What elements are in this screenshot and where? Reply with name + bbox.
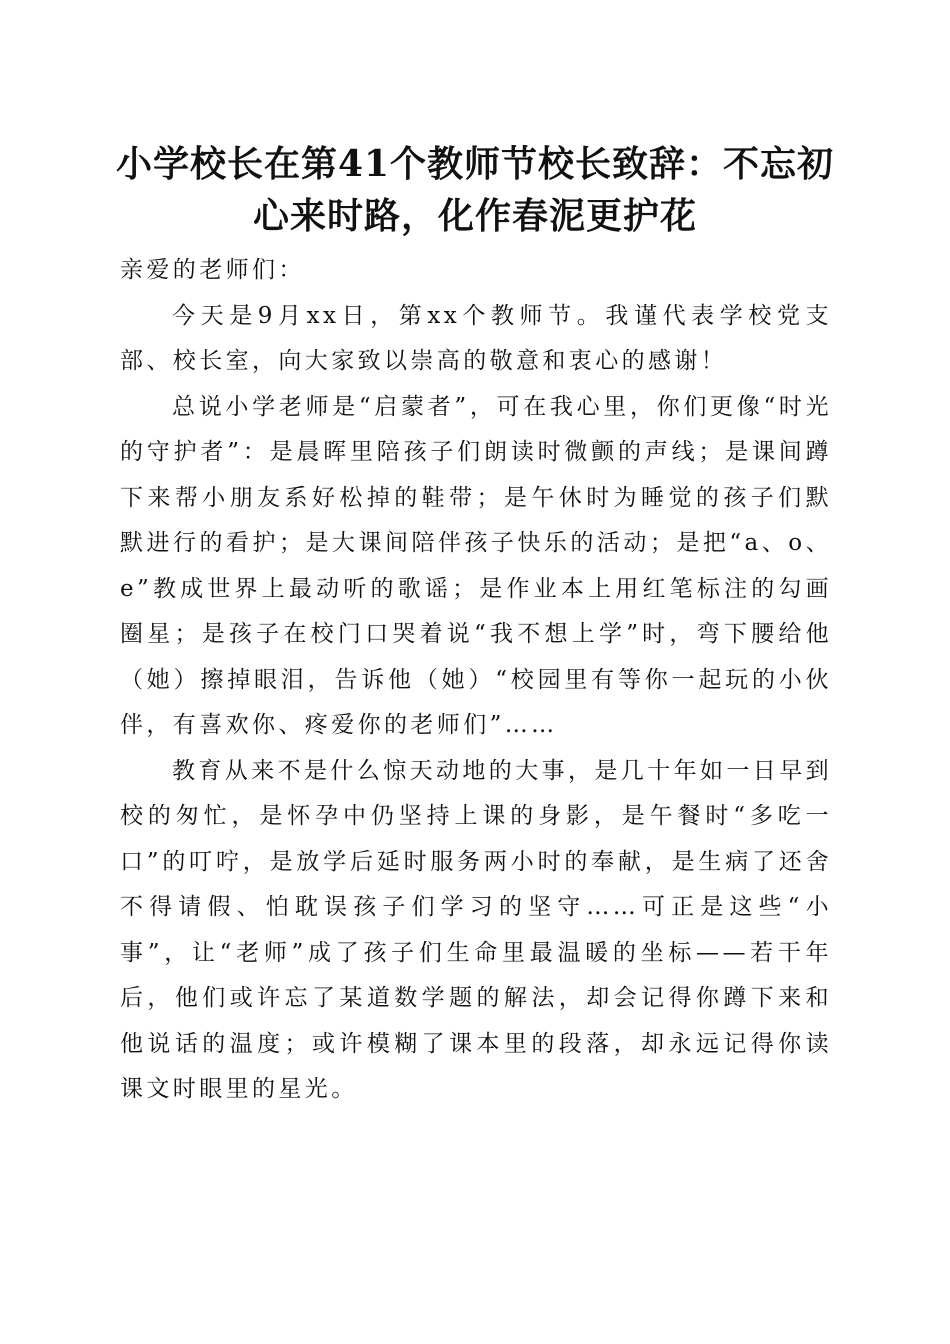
paragraph-2: 总说小学老师是“启蒙者”，可在我心里，你们更像“时光的守护者”：是晨晖里陪孩子们朗读时微颤的声线；是课间蹲下来帮小朋友系好松掉的鞋带；是午休时为睡觉的孩子们默默进行的看护；是大课间陪伴孩子快乐的活动；是把“a、o、e”教成世界上最动听的歌谣；是作业本上用红笔标注的勾画圈星；是孩子在校门口哭着说“我不想上学”时，弯下腰给他（她）擦掉眼泪，告诉他（她）“校园里有等你一起玩的小伙伴，有喜欢你、疼爱你的老师们”…… bbox=[120, 393, 832, 738]
paragraph-3: 教育从来不是什么惊天动地的大事，是几十年如一日早到校的匆忙，是怀孕中仍坚持上课的身影，是午餐时“多吃一口”的叮咛，是放学后延时服务两小时的奉献，是生病了还舍不得请假、怕耽误孩子们学习的坚守……可正是这些“小事”，让“老师”成了孩子们生命里最温暖的坐标——若干年后，他们或许忘了某道数学题的解法，却会记得你蹲下来和他说话的温度；或许模糊了课本里的段落，却永远记得你读课文时眼里的星光。 bbox=[120, 757, 832, 1102]
document-body bbox=[120, 248, 832, 1113]
salutation: 亲爱的老师们： bbox=[120, 257, 305, 283]
title-line-2: 心来时路，化作春泥更护花 bbox=[252, 195, 697, 237]
paragraph-1: 今天是9月xx日，第xx个教师节。我谨代表学校党支部、校长室，向大家致以崇高的敬意和衷心的感谢！ bbox=[120, 302, 832, 374]
title-line-1: 小学校长在第41个教师节校长致辞：不忘初 bbox=[115, 143, 835, 185]
document-title bbox=[100, 138, 850, 242]
